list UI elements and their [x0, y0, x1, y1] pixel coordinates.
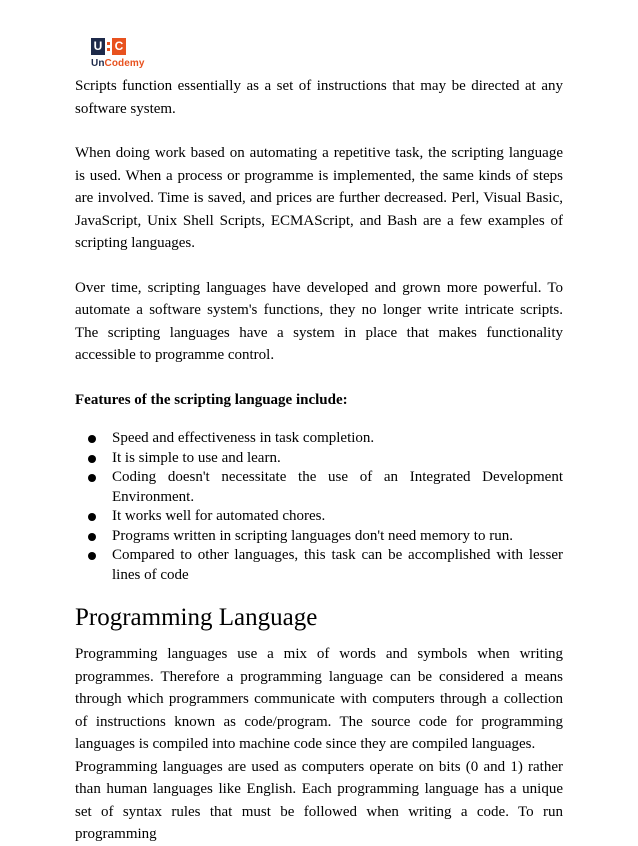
features-list [75, 429, 563, 585]
evolution-paragraph: Over time, scripting languages have developed and grown more powerful. To automate a software system's functions, they no longer write intricate scripts. The scripting languages have a system in place that makes functionality accessible to programme control. [75, 279, 563, 363]
bullet-icon [88, 552, 96, 560]
list-item [75, 546, 563, 585]
logo-wordmark [91, 58, 151, 69]
list-item [75, 449, 563, 469]
automation-paragraph: When doing work based on automating a repetitive task, the scripting language is used. When a process or programme is implemented, the same kinds of steps are involved. Time is saved, and prices are further decreased. Perl, Visual Basic, JavaScript, Unix Shell Scripts, ECMAScript, and Bash are a few examples of scripting languages. [75, 145, 563, 251]
features-heading: Features of the scripting language include: [75, 391, 348, 408]
bullet-icon [88, 435, 96, 443]
section-heading: Programming Language [75, 604, 318, 631]
list-item-text: Compared to other languages, this task can be accomplished with lesser lines of code [112, 547, 563, 583]
logo-wordmark-un: Un [91, 58, 105, 69]
list-item [75, 507, 563, 527]
list-item [75, 429, 563, 449]
list-item-text: Coding doesn't necessitate the use of an Integrated Development Environment. [112, 469, 563, 505]
logo-letter-c: C [112, 38, 126, 55]
logo-letter-u: U [91, 38, 105, 55]
bullet-icon [88, 474, 96, 482]
list-item-text: It is simple to use and learn. [112, 449, 281, 466]
programming-paragraph-1: Programming languages use a mix of words and symbols when writing programmes. Therefore a programming language can be considered a means through which programmers communicate with computers through a collection of instructions known as code/program. The source code for programming languages is compiled into machine code since they are compiled languages. [75, 646, 563, 752]
logo-wordmark-codemy: Codemy [104, 58, 145, 69]
bullet-icon [88, 455, 96, 463]
bullet-icon [88, 533, 96, 541]
list-item-text: It works well for automated chores. [112, 508, 326, 524]
uncodemy-logo [91, 38, 151, 72]
list-item [75, 468, 563, 507]
programming-paragraph-2: Programming languages are used as computers operate on bits (0 and 1) rather than human languages like English. Each programming language has a unique set of syntax rules that must be followed when writing a code. To run programming [75, 758, 563, 842]
intro-paragraph: Scripts function essentially as a set of instructions that may be directed at any software system. [75, 78, 563, 117]
logo-mark [91, 38, 151, 55]
bullet-icon [88, 513, 96, 521]
document-body [75, 75, 563, 846]
list-item-text: Programs written in scripting languages don't need memory to run. [112, 527, 513, 544]
list-item-text: Speed and effectiveness in task completion. [112, 430, 375, 446]
logo-separator [107, 42, 110, 51]
list-item [75, 527, 563, 547]
